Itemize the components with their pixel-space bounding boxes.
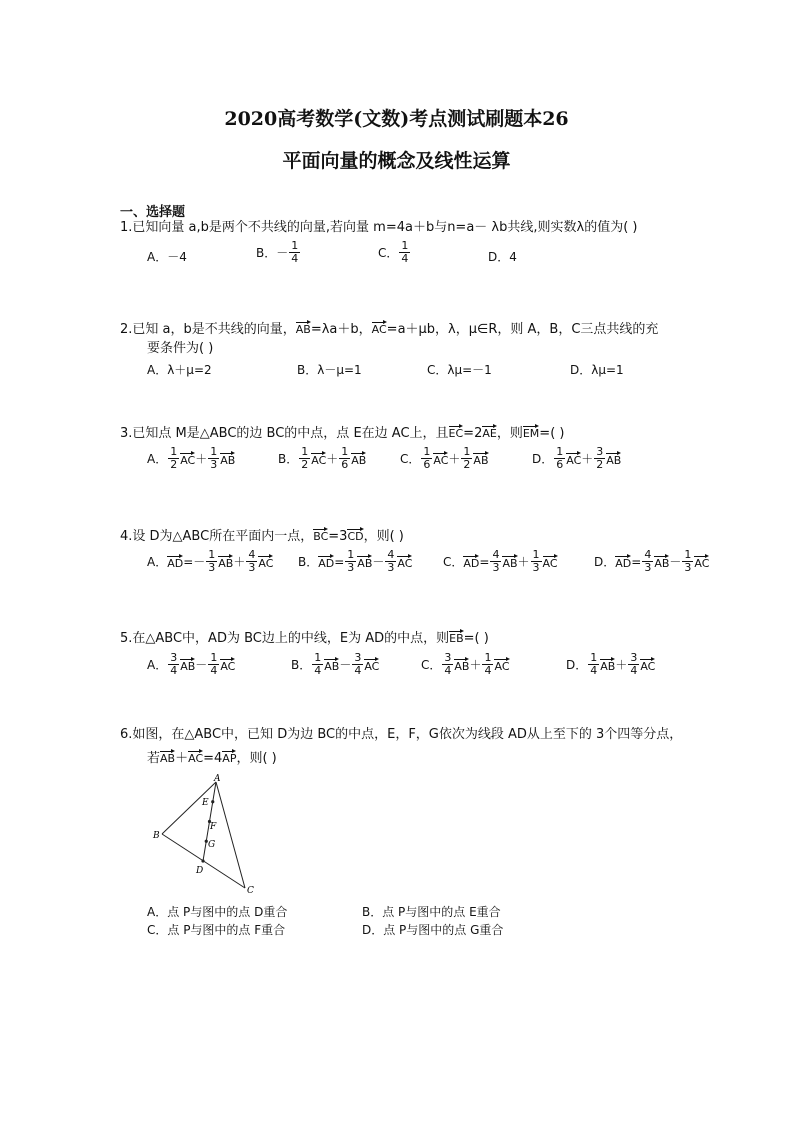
denominator: 4: [444, 664, 452, 677]
numerator: 1: [463, 445, 471, 458]
numerator: 3: [596, 445, 604, 458]
fraction: [461, 446, 472, 471]
numerator: 1: [684, 548, 692, 561]
fraction: [482, 652, 493, 677]
plus-sign: ＋: [517, 555, 530, 569]
numerator: 1: [291, 239, 299, 252]
q2-option-d[interactable]: D．λμ=1: [570, 363, 624, 377]
vector-ac: AC: [220, 657, 235, 673]
q2-stem-text: =λa＋b，: [310, 322, 372, 337]
vector-em: EM: [523, 424, 539, 440]
denominator: 6: [556, 458, 564, 471]
q6-option-d[interactable]: D．点 P与图中的点 G重合: [362, 923, 504, 937]
vector-eb: EB: [449, 629, 464, 645]
fraction: [345, 549, 356, 574]
vector-ad: AD: [463, 554, 479, 570]
denominator: 4: [590, 664, 598, 677]
vector-ac: AC: [372, 320, 387, 336]
numerator: 4: [387, 548, 395, 561]
fraction: [246, 549, 257, 574]
q5-option-d[interactable]: [566, 652, 655, 677]
option-label: C．: [400, 452, 421, 466]
point-d: [201, 859, 204, 862]
minus-sign: －: [372, 555, 385, 569]
q6-stem-text: 若: [147, 751, 161, 766]
denominator: 4: [210, 664, 218, 677]
q5-option-c[interactable]: [421, 652, 510, 677]
fraction: [642, 549, 653, 574]
numerator: 1: [170, 445, 178, 458]
denominator: 3: [248, 561, 256, 574]
option-label: A．: [147, 658, 168, 672]
vector-ac: AC: [180, 451, 195, 467]
denominator: 2: [301, 458, 309, 471]
fraction: [531, 549, 542, 574]
denominator: 3: [387, 561, 395, 574]
page-subtitle: 平面向量的概念及线性运算: [282, 150, 511, 172]
q1-option-b-fraction: [289, 240, 300, 265]
q1-stem: 1.已知向量 a,b是两个不共线的向量,若向量 m=4a＋b与n=a－ λb共线,则实数λ的值为( ): [120, 220, 638, 235]
denominator: 6: [341, 458, 349, 471]
option-label: B．: [298, 555, 319, 569]
q2-stem-line2: 要条件为( ): [147, 341, 214, 356]
q3-option-b[interactable]: [278, 446, 366, 471]
q6-stem: 6.如图，在△ABC中，已知 D为边 BC的中点，E，F，G依次为线段 AD从上至下的 3个四等分点，: [120, 727, 683, 742]
numerator: 4: [492, 548, 500, 561]
fraction: [312, 652, 323, 677]
denominator: 3: [492, 561, 500, 574]
q6-stem-text: ，则( ): [236, 751, 277, 766]
q3-stem-text: ，则: [496, 426, 523, 441]
fraction: [339, 446, 350, 471]
vector-ab: AB: [351, 451, 366, 467]
q6-option-c[interactable]: C．点 P与图中的点 F重合: [147, 923, 286, 937]
plus-sign: ＋: [448, 452, 461, 466]
q1-option-c-fraction: [399, 240, 410, 265]
denominator: 2: [170, 458, 178, 471]
vector-ac: AC: [494, 657, 509, 673]
fraction: [594, 446, 605, 471]
vector-ac: AC: [364, 657, 379, 673]
fraction: [554, 446, 565, 471]
q3-option-d[interactable]: [532, 446, 621, 471]
vector-ac: AC: [543, 554, 558, 570]
fraction: [206, 549, 217, 574]
vector-ab: AB: [502, 554, 517, 570]
option-label: A．: [147, 555, 168, 569]
vector-ab: AB: [160, 749, 175, 765]
fraction: [168, 446, 179, 471]
vector-ac: AC: [258, 554, 273, 570]
numerator: 1: [590, 651, 598, 664]
equals-sign: =: [479, 554, 490, 569]
label-b: B: [153, 831, 160, 841]
minus-sign: －: [195, 658, 208, 672]
denominator: 3: [210, 458, 218, 471]
plus-sign: ＋: [233, 555, 246, 569]
fraction: [208, 446, 219, 471]
vector-ad: AD: [318, 554, 334, 570]
numerator: 1: [210, 651, 218, 664]
equals-sign: =: [334, 554, 345, 569]
q2-option-a[interactable]: A．λ＋μ=2: [147, 363, 212, 377]
vector-ab: AB: [296, 320, 311, 336]
q3-stem: [120, 424, 564, 443]
numerator: 1: [401, 239, 409, 252]
denominator: 3: [208, 561, 216, 574]
numerator: 3: [630, 651, 638, 664]
q1-option-c-label: C．: [378, 246, 399, 260]
denominator: 4: [314, 664, 322, 677]
fraction: [299, 446, 310, 471]
q2-stem: [120, 320, 658, 339]
side-ab: [162, 782, 216, 834]
plus-sign: ＋: [326, 452, 339, 466]
vector-ac: AC: [397, 554, 412, 570]
plus-sign: ＋: [615, 658, 628, 672]
q2-stem-text: =a＋μb，λ，μ∈R，则 A，B，C三点共线的充: [386, 322, 659, 337]
q5-option-b[interactable]: [291, 652, 379, 677]
denominator: 4: [354, 664, 362, 677]
q4-option-d[interactable]: [594, 549, 709, 574]
vector-ac: AC: [311, 451, 326, 467]
q3-stem-text: 3.已知点 M是△ABC的边 BC的中点，点 E在边 AC上，且: [120, 426, 449, 441]
denominator: 2: [463, 458, 471, 471]
q4-option-b[interactable]: [298, 549, 412, 574]
vector-ab: AB: [180, 657, 195, 673]
fraction: [168, 652, 179, 677]
denominator: 3: [684, 561, 692, 574]
minus-sign: －: [339, 658, 352, 672]
vector-ab: AB: [606, 451, 621, 467]
numerator: 3: [354, 651, 362, 664]
vector-ab: AB: [600, 657, 615, 673]
q2-option-c[interactable]: C．λμ=－1: [427, 363, 492, 377]
vector-ae: AE: [482, 424, 496, 440]
q1-option-a[interactable]: [147, 248, 187, 265]
label-e: E: [202, 798, 209, 808]
q4-option-c[interactable]: [443, 549, 558, 574]
denominator: 3: [644, 561, 652, 574]
q5-option-a[interactable]: [147, 652, 235, 677]
q5-stem-text: =( ): [463, 631, 489, 646]
plus-sign: ＋: [469, 658, 482, 672]
label-g: G: [208, 840, 216, 850]
vector-ac: AC: [640, 657, 655, 673]
q6-stem-text: =4: [203, 751, 223, 766]
numerator: 1: [423, 445, 431, 458]
q4-stem-text: 4.设 D为△ABC所在平面内一点，: [120, 529, 314, 544]
label-d: D: [196, 866, 204, 876]
numerator: 1: [341, 445, 349, 458]
fraction: [208, 652, 219, 677]
q1-option-d-label: D．4: [488, 250, 517, 264]
numerator: 4: [644, 548, 652, 561]
vector-ab: AB: [324, 657, 339, 673]
label-c: C: [247, 886, 254, 894]
q3-option-a[interactable]: [147, 446, 235, 471]
denominator: 4: [291, 252, 299, 265]
q2-stem-text: 2.已知 a，b是不共线的向量，: [120, 322, 296, 337]
numerator: 3: [170, 651, 178, 664]
denominator: 4: [484, 664, 492, 677]
fraction: [352, 652, 363, 677]
denominator: 2: [596, 458, 604, 471]
q4-stem-text: ，则( ): [363, 529, 404, 544]
q1-option-c[interactable]: [378, 240, 411, 265]
vector-ec: EC: [449, 424, 464, 440]
option-label: C．: [421, 658, 442, 672]
q1-option-a-label: A．－4: [147, 250, 187, 264]
option-label: A．: [147, 452, 168, 466]
denominator: 6: [423, 458, 431, 471]
vector-cd: CD: [347, 527, 363, 543]
vector-ac: AC: [566, 451, 581, 467]
q1-option-d[interactable]: [488, 248, 517, 265]
option-label: C．: [443, 555, 464, 569]
q1-option-b[interactable]: [256, 240, 301, 265]
fraction: [421, 446, 432, 471]
fraction: [490, 549, 501, 574]
option-label: B．: [291, 658, 312, 672]
numerator: 3: [444, 651, 452, 664]
vector-ab: AB: [220, 451, 235, 467]
numerator: 1: [347, 548, 355, 561]
vector-ab: AB: [218, 554, 233, 570]
triangle-figure: [150, 774, 260, 894]
q3-option-c[interactable]: [400, 446, 489, 471]
q1-option-b-label: B．－: [256, 246, 289, 260]
vector-ab: AB: [654, 554, 669, 570]
equals-sign: =: [631, 554, 642, 569]
section-heading: 一、选择题: [120, 205, 186, 220]
option-label: D．: [594, 555, 616, 569]
vector-ac: AC: [188, 749, 203, 765]
option-label: D．: [566, 658, 588, 672]
vector-ap: AP: [222, 749, 236, 765]
page-title: 2020高考数学(文数)考点测试刷题本26: [224, 108, 569, 130]
vector-ac: AC: [694, 554, 709, 570]
fraction: [588, 652, 599, 677]
vector-ab: AB: [473, 451, 488, 467]
numerator: 1: [208, 548, 216, 561]
denominator: 4: [401, 252, 409, 265]
q5-stem: [120, 629, 489, 648]
vector-ad: AD: [167, 554, 183, 570]
fraction: [442, 652, 453, 677]
fraction: [385, 549, 396, 574]
denominator: 4: [170, 664, 178, 677]
fraction: [628, 652, 639, 677]
q3-stem-text: =2: [463, 426, 483, 441]
option-label: B．: [278, 452, 299, 466]
numerator: 1: [484, 651, 492, 664]
numerator: 1: [314, 651, 322, 664]
q4-option-a[interactable]: [147, 549, 273, 574]
vector-ad: AD: [615, 554, 631, 570]
fraction: [682, 549, 693, 574]
equals-sign: =－: [183, 555, 206, 569]
label-a: A: [214, 774, 221, 784]
denominator: 3: [347, 561, 355, 574]
vector-ac: AC: [433, 451, 448, 467]
numerator: 1: [532, 548, 540, 561]
q6-option-b[interactable]: B．点 P与图中的点 E重合: [362, 905, 501, 919]
numerator: 1: [301, 445, 309, 458]
vector-ab: AB: [454, 657, 469, 673]
q3-stem-text: =( ): [539, 426, 565, 441]
plus-sign: ＋: [581, 452, 594, 466]
q2-option-b[interactable]: B．λ－μ=1: [297, 363, 362, 377]
q4-stem: [120, 527, 404, 546]
label-f: F: [210, 822, 217, 832]
vector-bc: BC: [313, 527, 328, 543]
plus-sign: ＋: [175, 751, 189, 766]
q6-option-a[interactable]: A．点 P与图中的点 D重合: [147, 905, 288, 919]
numerator: 1: [210, 445, 218, 458]
q5-stem-text: 5.在△ABC中，AD为 BC边上的中线，E为 AD的中点，则: [120, 631, 450, 646]
minus-sign: －: [669, 555, 682, 569]
point-e: [211, 800, 214, 803]
plus-sign: ＋: [195, 452, 208, 466]
numerator: 4: [248, 548, 256, 561]
denominator: 3: [532, 561, 540, 574]
option-label: D．: [532, 452, 554, 466]
vector-ab: AB: [357, 554, 372, 570]
q4-stem-text: =3: [328, 529, 348, 544]
numerator: 1: [556, 445, 564, 458]
denominator: 4: [630, 664, 638, 677]
q6-stem-line2: [147, 749, 277, 768]
